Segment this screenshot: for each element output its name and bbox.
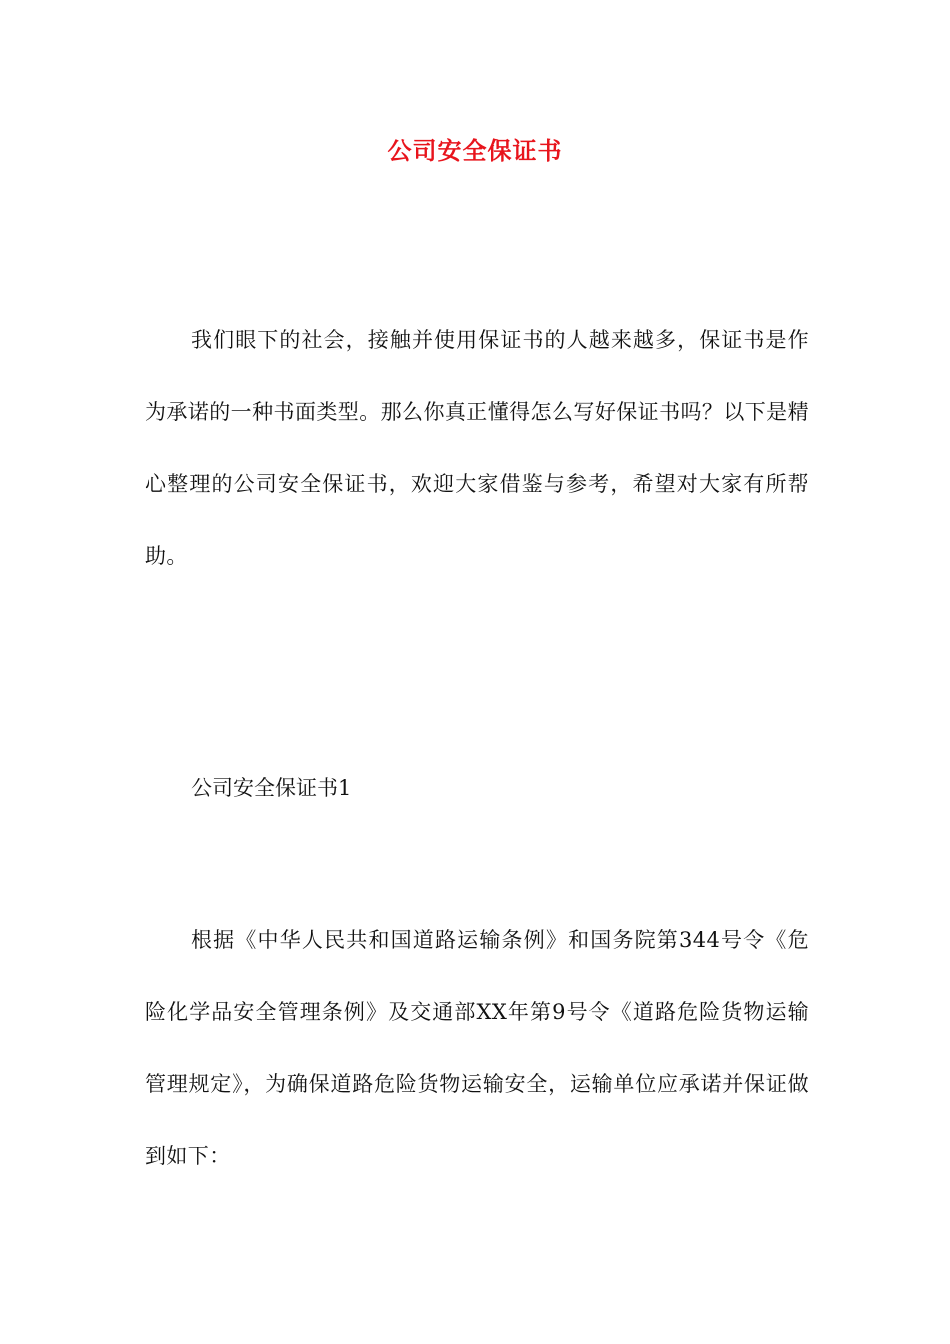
section-body-paragraph: 根据《中华人民共和国道路运输条例》和国务院第344号令《危险化学品安全管理条例》及交通部XX年第9号令《道路危险货物运输管理规定》，为确保道路危险货物运输安全，运输单位应承诺并保证做到如下： [145,928,809,1168]
intro-paragraph: 我们眼下的社会，接触并使用保证书的人越来越多，保证书是作为承诺的一种书面类型。那么你真正懂得怎么写好保证书吗？以下是精心整理的公司安全保证书，欢迎大家借鉴与参考，希望对大家有所帮助。 [145,328,809,568]
document-title: 公司安全保证书 [387,136,563,165]
section-heading: 公司安全保证书1 [191,776,352,800]
